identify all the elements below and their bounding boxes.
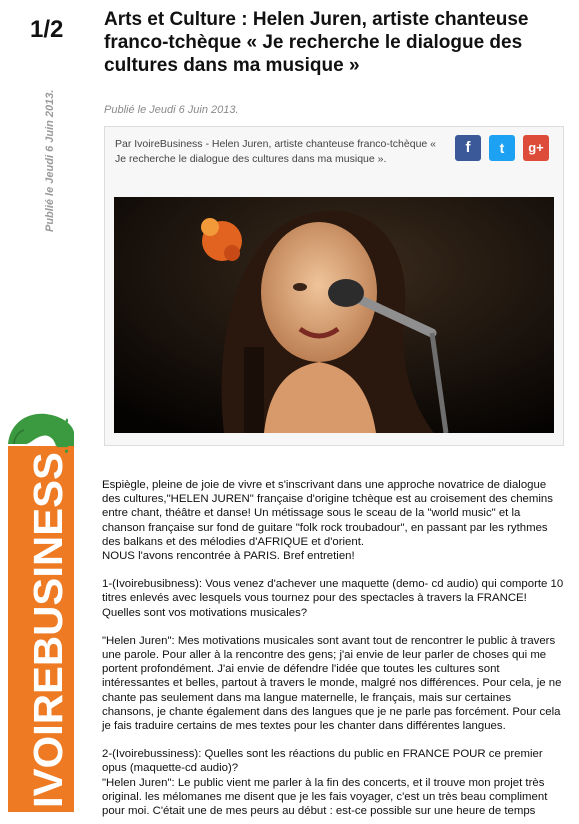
paragraph: "Helen Juren": Le public vient me parler à la fin des concerts, et il trouve mon projet très original. les mélomanes me disent que je les fais voyager, c'est un très beau compliment pour moi. C'était une de mes peurs au début : est-ce possible sur une heure de temps [102, 776, 548, 818]
paragraph: 1-(Ivoirebusibness): Vous venez d'achever une maquette (demo- cd audio) qui comporte 10 titres enlevés avec lesquels vous tournez pour des spectacles à travers la FRANCE! Quelles sont vos motivations musicales? [102, 578, 564, 619]
singer-photo [114, 197, 554, 433]
card-caption: Par IvoireBusiness - Helen Juren, artiste chanteuse franco-tchèque « Je recherche le dialogue des cultures dans ma musique ». [115, 138, 437, 165]
published-date: Publié le Jeudi 6 Juin 2013. [104, 104, 239, 116]
paragraph: 2-(Ivoirebussiness): Quelles sont les réactions du public en FRANCE POUR ce premier opus (maquette-cd audio)? [102, 748, 543, 775]
article-card [104, 126, 564, 446]
facebook-icon[interactable]: f [455, 135, 481, 161]
paragraph: NOUS l'avons rencontrée à PARIS. Bref entretien! [102, 550, 355, 563]
google-plus-icon[interactable]: g+ [523, 135, 549, 161]
logo-text-suffix: .net [51, 418, 73, 454]
paragraph: Espiègle, pleine de joie de vivre et s'inscrivant dans une approche novatrice de dialogue des cultures,"HELEN JUREN" française d'origine tchèque est au croisement des chemins entre chant, théâtre et danse! Un métissage sous le sceau de la "world music" et la chanson française sur fond de guitare "folk rock troubadour", en passant par les rythmes des balkans et des mélodies d'AFRIQUE et d'orient. [102, 479, 553, 548]
ivoirebusiness-logo [4, 410, 76, 812]
page-number: 1/2 [30, 16, 64, 43]
side-date: Publié le Jeudi 6 Juin 2013. [44, 89, 56, 232]
logo-text: IVOIREBUSINESS [25, 459, 71, 808]
article-body [102, 478, 564, 818]
twitter-icon[interactable]: t [489, 135, 515, 161]
article-title: Arts et Culture : Helen Juren, artiste chanteuse franco-tchèque « Je recherche le dialogue des cultures dans ma musique » [104, 9, 529, 76]
paragraph: "Helen Juren": Mes motivations musicales sont avant tout de rencontrer le public à travers une parole. Pour aller à la rencontre des gens; j'ai envie de leur parler de choses qui me portent profondément. J'ai envie de défendre l'idée que toutes les cultures sont intéressantes et belles, partout à travers le monde, malgré nos différences. Pour cela, je ne chante pas seulement dans ma langue maternelle, le français, mais sur certaines chansons, je chante également dans des langues que je ne parle pas forcément. Pour cela je fais traduire certains de mes textes pour les chanter dans différentes langues. [102, 634, 562, 733]
